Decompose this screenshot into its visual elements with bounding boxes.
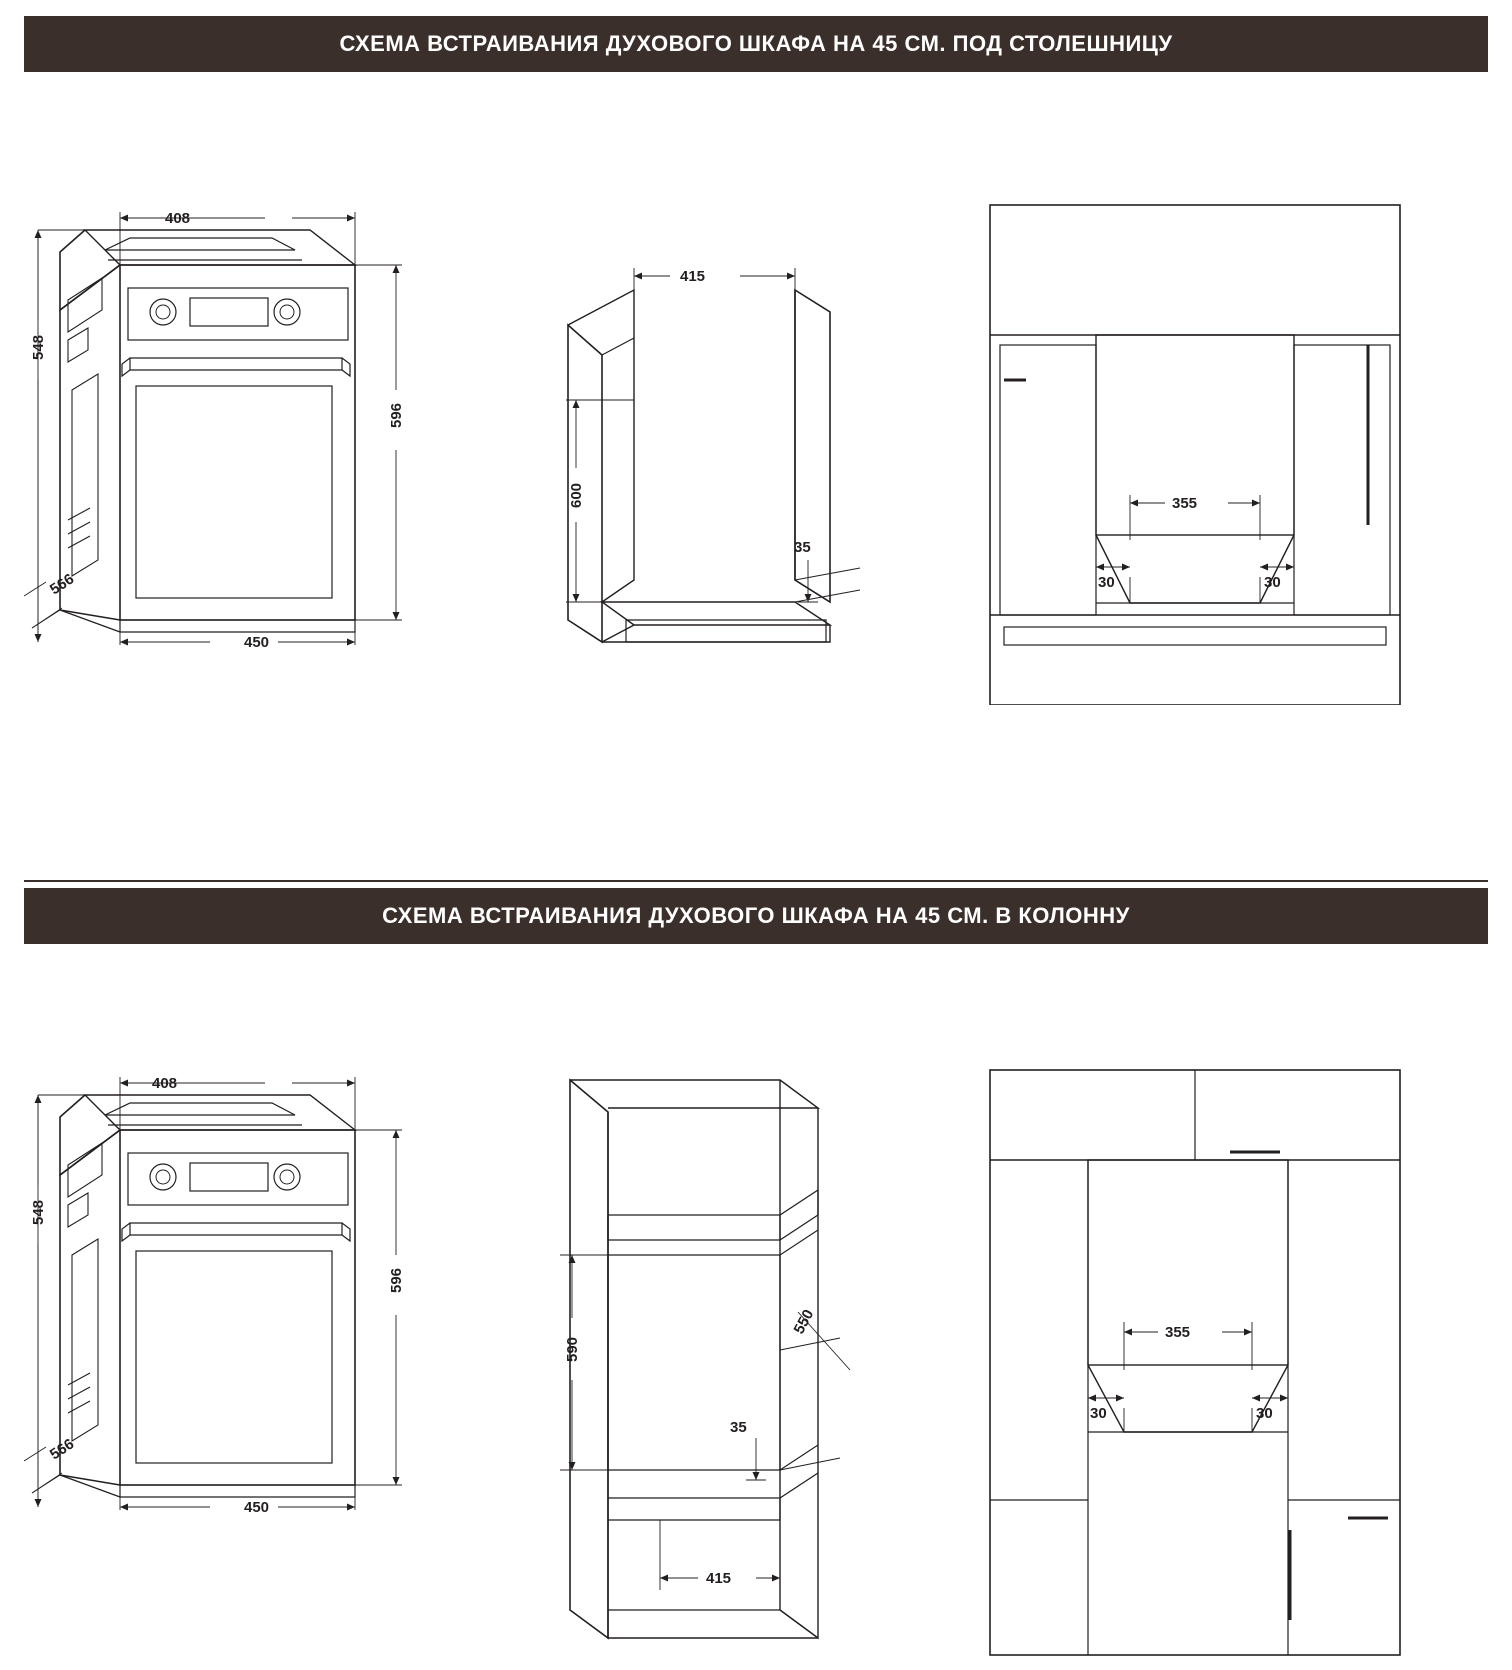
dim-596: 596	[388, 402, 405, 428]
dim-566: 566	[46, 570, 78, 599]
dim-548: 548	[30, 1199, 47, 1225]
dim-35: 35	[794, 539, 811, 556]
niche-under-counter-drawing	[530, 250, 910, 670]
dim-590: 590	[564, 1336, 581, 1362]
oven-isometric-drawing-1	[10, 190, 440, 670]
dim-30-left: 30	[1098, 574, 1115, 591]
banner-title: СХЕМА ВСТРАИВАНИЯ ДУХОВОГО ШКАФА НА 45 СМ. В КОЛОННУ	[382, 903, 1130, 928]
dim-415: 415	[706, 1570, 732, 1587]
banner-title: СХЕМА ВСТРАИВАНИЯ ДУХОВОГО ШКАФА НА 45 СМ. ПОД СТОЛЕШНИЦУ	[339, 31, 1173, 56]
dim-415: 415	[680, 268, 706, 285]
front-column-drawing	[980, 1060, 1410, 1660]
dim-30-right: 30	[1264, 574, 1281, 591]
dim-600: 600	[568, 482, 585, 508]
dim-30-right: 30	[1256, 1405, 1273, 1422]
dim-450: 450	[244, 1499, 270, 1516]
dim-408: 408	[165, 210, 191, 227]
dim-566: 566	[46, 1435, 78, 1464]
section-banner-under-counter	[24, 16, 1488, 72]
dim-355: 355	[1172, 495, 1198, 512]
oven-isometric-drawing-2	[10, 1055, 440, 1535]
column-niche-drawing	[530, 1050, 910, 1670]
section-banner-column	[24, 888, 1488, 944]
dim-30-left: 30	[1090, 1405, 1107, 1422]
dim-355: 355	[1165, 1324, 1191, 1341]
dim-35: 35	[730, 1419, 747, 1436]
dim-548: 548	[30, 334, 47, 360]
dim-596: 596	[388, 1267, 405, 1293]
dim-450: 450	[244, 634, 270, 651]
section-column	[0, 880, 1512, 1660]
front-under-counter-drawing	[980, 195, 1410, 705]
dim-408: 408	[152, 1075, 178, 1092]
dim-550: 550	[790, 1306, 818, 1337]
